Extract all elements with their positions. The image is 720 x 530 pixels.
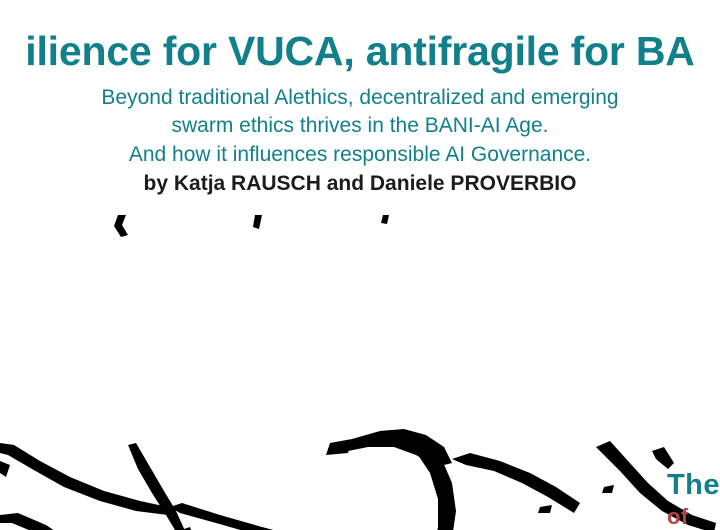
subtitle-line-1: Beyond traditional Alethics, decentralized and emerging bbox=[101, 86, 619, 109]
organization-logo bbox=[667, 471, 720, 528]
subtitle-line-3: And how it influences responsible AI Governance. bbox=[128, 142, 592, 166]
logo-line-2: of bbox=[666, 504, 689, 529]
cracked-surface-photo bbox=[0, 215, 720, 530]
page-title: ilience for VUCA, antifragile for BA bbox=[25, 28, 695, 74]
author-byline: by Katja RAUSCH and Daniele PROVERBIO bbox=[143, 172, 577, 195]
logo-line-1: The bbox=[666, 469, 720, 501]
subtitle bbox=[0, 84, 720, 169]
crack-pattern-graphic bbox=[0, 215, 720, 530]
subtitle-line-2: swarm ethics thrives in the BANI-AI Age. bbox=[171, 114, 549, 138]
